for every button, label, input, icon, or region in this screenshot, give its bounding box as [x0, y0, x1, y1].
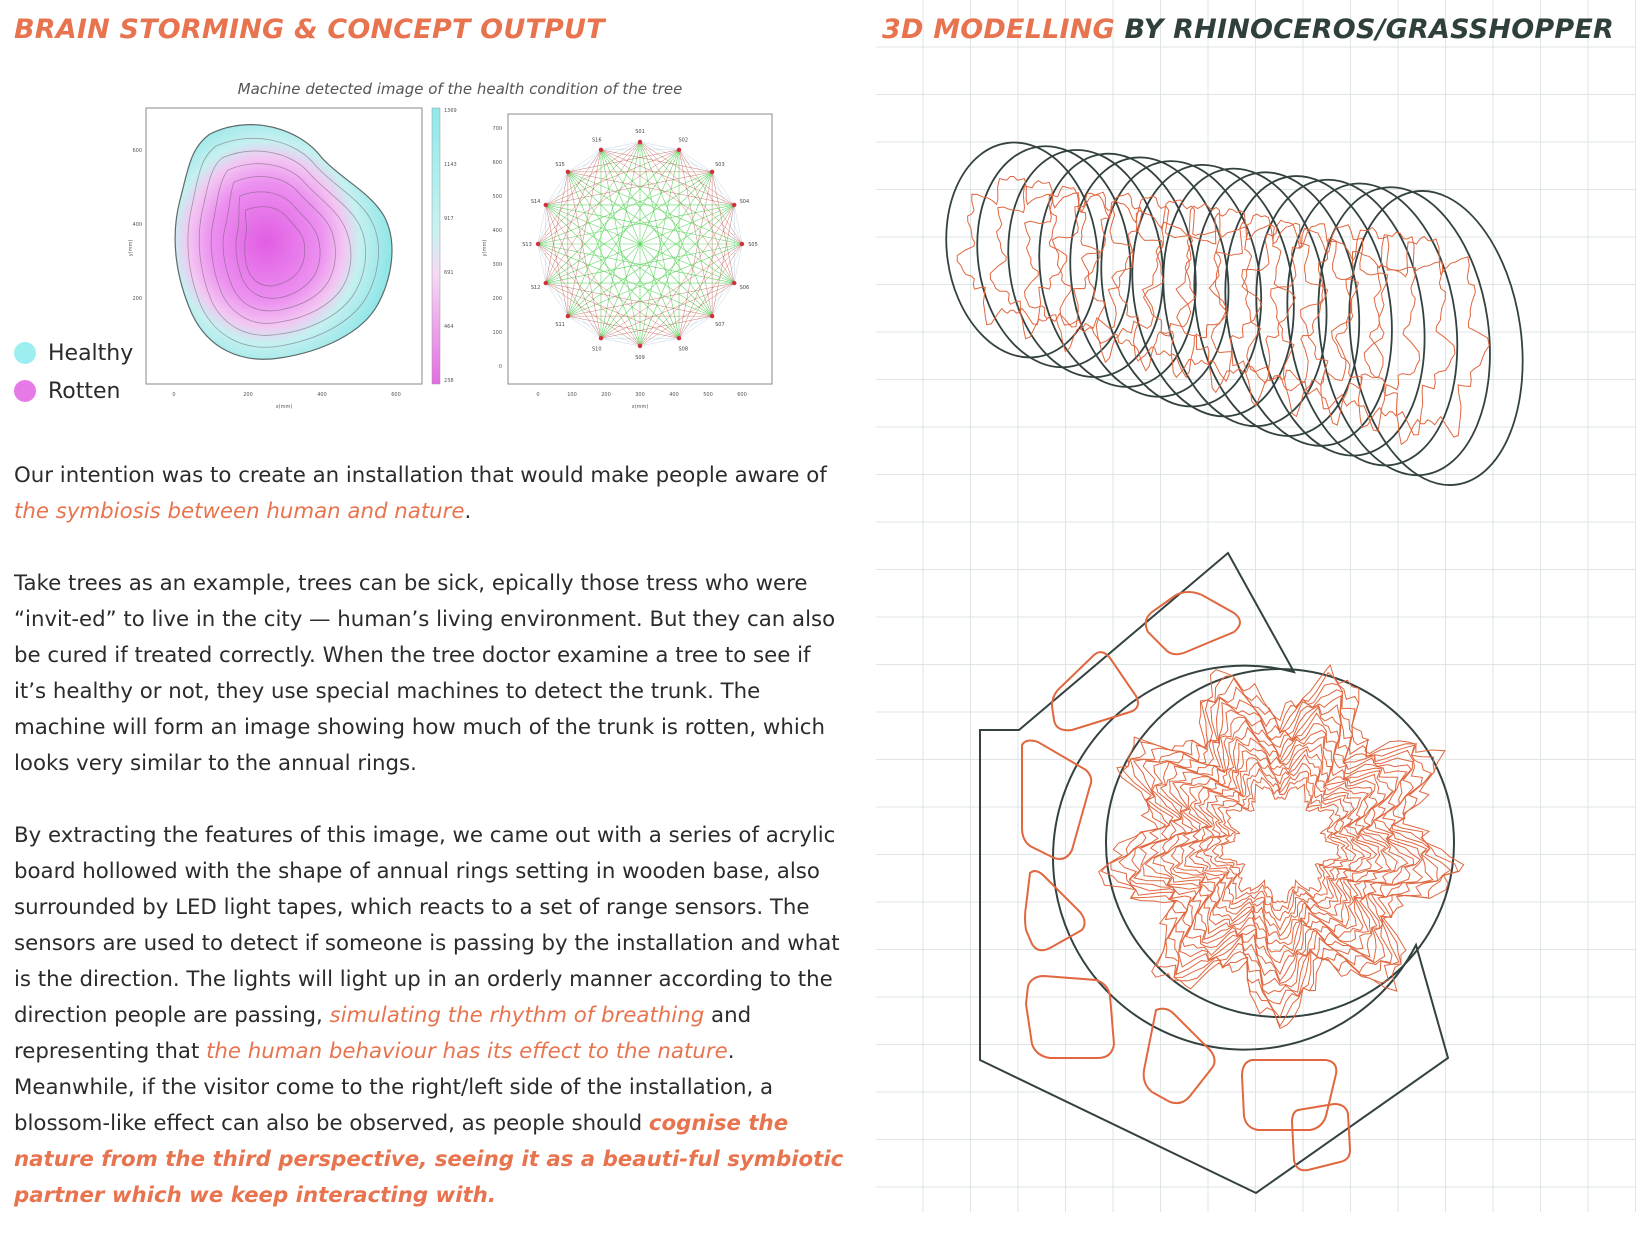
sensor-node — [677, 336, 681, 340]
right-plot-y-label: y(mm) — [482, 239, 488, 257]
right-plot-y-ticks — [492, 126, 502, 370]
paragraph-trees: Take trees as an example, trees can be sick, epically those tress who were “invit-ed” to live in the city — human’s living environment. But they can also be cured if treated correctly. When the tree doctor examine a tree to see if it’s healthy or not, they use special machines to detect the trunk. The machine will form an image showing how much of the trunk is rotten, which looks very similar to the annual rings. — [14, 571, 836, 776]
paragraph-installation: By extracting the features of this image, we came out with a series of acrylic board hollowed with the shape of annual rings setting in wooden base, also surrounded by LED light tapes, which reacts to a set of range sensors. The sensors are used to detect if someone is passing by the installation and what is the direction. The lights will light up in an orderly manner according to the direction people are passing, simulating the rhythm of breathing and representing that the human behaviour has its effect to the nature. Meanwhile, if the visitor come to the right/left side of the installation, a blossom-like effect can also be observed, as people should cognise the nature from the third perspective, seeing it as a beauti-ful symbiotic partner which we keep interacting with. — [14, 823, 844, 1208]
legend-item-rotten — [14, 372, 133, 410]
sensor-label: S01 — [635, 129, 645, 135]
left-plot-y-ticks — [132, 148, 142, 302]
sensor-node — [566, 314, 570, 318]
right-plot-x-label: x(mm) — [631, 404, 649, 410]
svg-text:200: 200 — [132, 296, 142, 302]
colorbar-ticks — [444, 108, 457, 384]
svg-text:200: 200 — [492, 296, 502, 302]
svg-text:500: 500 — [703, 392, 713, 398]
svg-text:200: 200 — [243, 392, 253, 398]
ring-stack-model — [876, 0, 1636, 1212]
svg-text:700: 700 — [492, 126, 502, 132]
svg-text:400: 400 — [317, 392, 327, 398]
svg-text:400: 400 — [669, 392, 679, 398]
sensor-network-lines — [536, 137, 744, 348]
sensor-node — [536, 242, 540, 246]
svg-text:0: 0 — [172, 392, 176, 398]
sensor-node — [566, 170, 570, 174]
annual-ring-line — [990, 181, 1100, 339]
sensor-label: S16 — [591, 137, 602, 144]
sensor-node — [710, 170, 714, 174]
healthy-swatch — [14, 342, 36, 364]
svg-text:400: 400 — [492, 228, 502, 234]
right-plot-x-ticks — [536, 392, 746, 398]
sensor-label: S13 — [522, 242, 532, 248]
sensor-node — [732, 281, 736, 285]
svg-text:400: 400 — [132, 222, 142, 228]
svg-text:500: 500 — [492, 194, 502, 200]
sensor-label: S14 — [530, 198, 541, 205]
svg-text:100: 100 — [492, 330, 502, 336]
blossom-ring — [1099, 665, 1464, 1029]
figure-caption: Machine detected image of the health condition of the tree — [237, 80, 683, 98]
right-title-accent: 3D MODELLING — [882, 14, 1115, 45]
legend-label-rotten: Rotten — [48, 378, 121, 404]
sensor-label: S12 — [530, 285, 541, 292]
sensor-label: S05 — [748, 242, 758, 248]
sensor-node — [599, 148, 603, 152]
paragraph-intention: Our intention was to create an installation that would make people aware of the symbiosis between human and nature. — [14, 463, 827, 524]
sensor-node — [544, 281, 548, 285]
svg-text:1143: 1143 — [444, 162, 457, 168]
sensor-node — [638, 344, 642, 348]
sensor-label: S11 — [555, 321, 565, 328]
svg-text:600: 600 — [391, 392, 401, 398]
sensor-label: S02 — [678, 137, 689, 144]
legend-label-healthy: Healthy — [48, 340, 134, 366]
rotten-swatch — [14, 380, 36, 402]
svg-text:600: 600 — [492, 160, 502, 166]
ring-slice-ellipse — [1331, 180, 1541, 497]
legend-item-healthy — [14, 334, 133, 372]
svg-text:0: 0 — [498, 364, 502, 370]
sensor-label: S10 — [591, 346, 602, 353]
left-plot-x-label: x(mm) — [275, 404, 293, 410]
blossom-ring — [1219, 784, 1341, 903]
left-plot-y-label: y(mm) — [128, 239, 134, 257]
sensor-node — [710, 314, 714, 318]
svg-text:691: 691 — [444, 270, 454, 276]
sensor-network-plot — [482, 114, 772, 410]
svg-text:1369: 1369 — [444, 108, 457, 114]
svg-text:300: 300 — [492, 262, 502, 268]
base-plan-drawing — [980, 553, 1464, 1193]
sensor-label: S09 — [635, 355, 645, 361]
svg-text:464: 464 — [444, 324, 454, 330]
sensor-label: S08 — [678, 346, 689, 353]
sensor-node — [677, 148, 681, 152]
sensor-node — [544, 203, 548, 207]
right-title-rest: BY RHINOCEROS/GRASSHOPPER — [1114, 14, 1614, 45]
sensor-node — [638, 140, 642, 144]
ring-slice-ellipse — [994, 140, 1177, 387]
concept-description — [14, 458, 844, 1250]
sensor-label: S04 — [739, 198, 750, 205]
svg-text:0: 0 — [536, 392, 540, 398]
svg-text:238: 238 — [444, 378, 454, 384]
sensor-label: S15 — [555, 162, 565, 169]
blossom-ring — [1134, 703, 1422, 987]
svg-text:200: 200 — [601, 392, 611, 398]
ring-slice-ellipse — [1270, 172, 1475, 476]
left-plot-x-ticks — [172, 392, 400, 398]
sensor-label: S07 — [715, 321, 725, 328]
figure-legend — [14, 334, 133, 410]
svg-text:917: 917 — [444, 216, 454, 222]
tree-scan-figure — [128, 108, 780, 424]
left-section-title: BRAIN STORMING & CONCEPT OUTPUT — [14, 14, 605, 45]
svg-text:600: 600 — [737, 392, 747, 398]
svg-text:300: 300 — [635, 392, 645, 398]
sensor-node — [599, 336, 603, 340]
sensor-label: S06 — [739, 285, 750, 292]
sensor-node — [740, 242, 744, 246]
ring-slice-ellipse — [963, 136, 1144, 377]
scan-contour-plot — [128, 108, 457, 410]
right-panel — [876, 0, 1636, 1212]
sensor-node — [732, 203, 736, 207]
sensor-label: S03 — [715, 162, 725, 169]
svg-text:100: 100 — [567, 392, 577, 398]
svg-text:600: 600 — [132, 148, 142, 154]
